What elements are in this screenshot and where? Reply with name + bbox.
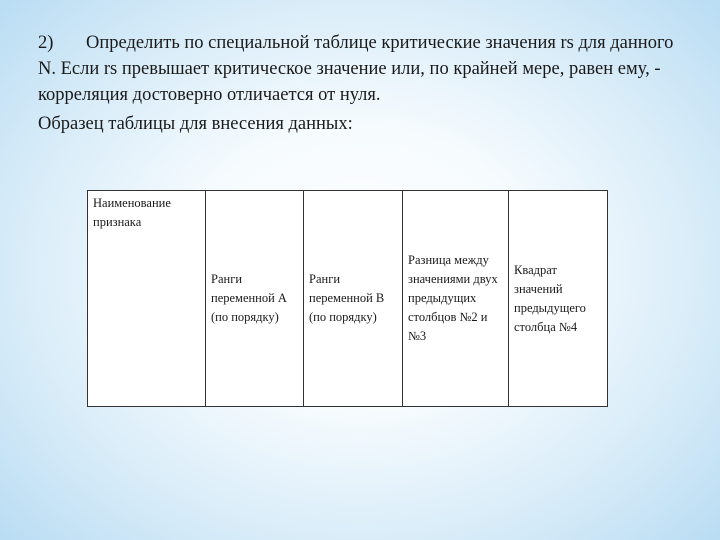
header-rank-difference: Разница между значениями двух предыдущих столбцов №2 и №3 bbox=[403, 191, 509, 407]
table-caption: Образец таблицы для внесения данных: bbox=[38, 114, 353, 134]
header-rank-b: Ранги переменной В (по порядку) bbox=[304, 191, 403, 407]
data-table bbox=[87, 190, 608, 407]
item-number: 2) bbox=[38, 33, 54, 53]
instruction-paragraph bbox=[38, 30, 688, 108]
header-difference-squared: Квадрат значений предыдущего столбца №4 bbox=[509, 191, 608, 407]
header-rank-a: Ранги переменной А (по порядку) bbox=[206, 191, 304, 407]
header-feature-name: Наименование признака bbox=[88, 191, 206, 407]
instruction-text: Определить по специальной таблице критические значения rs для данного N. Если rs превышает критическое значение или, по крайней мере, равен ему, - корреляция достоверно отличается от нуля. bbox=[38, 33, 674, 105]
table-header-row bbox=[88, 191, 608, 407]
